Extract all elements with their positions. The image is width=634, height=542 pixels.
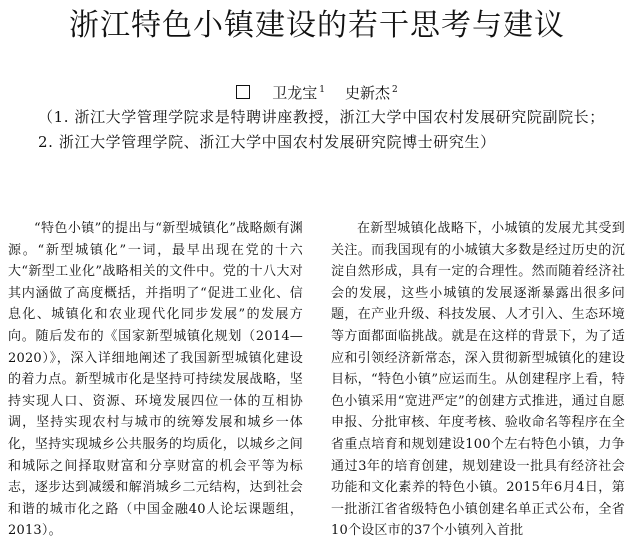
author-name: 史新杰: [345, 84, 391, 102]
author-name: 卫龙宝: [272, 84, 318, 102]
body-column-left: “特色小镇”的提出与“新型城镇化”战略颇有渊源。“新型城镇化”一词，最早出现在党的十六大“新型工业化”战略相关的文件中。党的十八大对其内涵做了高度概括，并指明了“促进工业化、信息化、城镇化和农业现代化同步发展”的发展方向。随后发布的《国家新型城镇化规划（2014—2020）》，深入详细地阐述了我国新型城镇化建设的着力点。新型城市化是坚持可持续发展战略，坚持实现人口、资源、环境发展四位一体的互相协调，坚持实现农村与城市的统筹发展和城乡一体化，坚持实现城乡公共服务的均质化，以城乡之间和城际之间择取财富和分享财富的机会平等为标志，逐步达到减缓和解消城乡二元结构，达到社会和谐的城市化之路（中国金融40人论坛课题组，2013）。: [8, 221, 303, 539]
author-line: [0, 80, 634, 103]
author-affiliation-mark: 2: [392, 85, 398, 95]
body-column-right: 在新型城镇化战略下，小城镇的发展尤其受到关注。而我国现有的小城镇大多数是经过历史的沉淀自然形成，具有一定的合理性。然而随着经济社会的发展，这些小城镇的发展逐渐暴露出很多问题，在产业升级、科技发展、人才引入、生态环境等方面都面临挑战。就是在这样的背景下，为了适应和引领经济新常态，深入贯彻新型城镇化的建设目标，“特色小镇”应运而生。从创建程序上看，特色小镇采用“宽进严定”的创建方式推进，通过自愿申报、分批审核、年度考核、验收命名等程序在全省重点培育和规划建设100个左右特色小镇，力争通过3年的培育创建，规划建设一批具有经济社会功能和文化素养的特色小镇。2015年6月4日，第一批浙江省省级特色小镇创建名单正式公布，全省10个设区市的37个小镇列入首批: [331, 221, 625, 539]
author-affiliation-mark: 1: [319, 85, 325, 95]
author-affiliations: （1. 浙江大学管理学院求是特聘讲座教授，浙江大学中国农村发展研究院副院长；2. 浙江大学管理学院、浙江大学中国农村发展研究院博士研究生）: [38, 108, 605, 151]
square-icon: [236, 85, 250, 99]
article-title: 浙江特色小镇建设的若干思考与建议: [69, 8, 565, 43]
